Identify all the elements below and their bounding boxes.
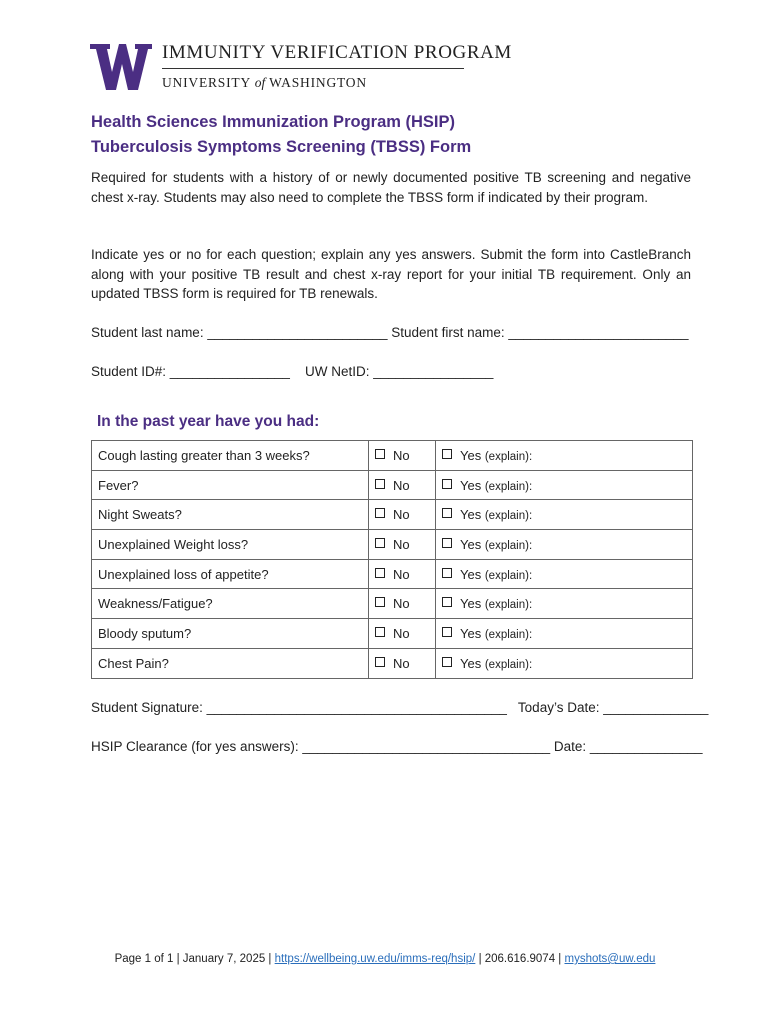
explain-label: (explain): — [484, 539, 533, 552]
university-name-of: of — [254, 75, 266, 90]
no-label: No — [393, 596, 410, 612]
no-option[interactable] — [369, 441, 436, 471]
yes-option[interactable] — [436, 441, 693, 471]
netid-field[interactable]: UW NetID: ________________ — [304, 364, 494, 379]
yes-label: Yes — [460, 596, 482, 612]
checkbox-icon[interactable] — [375, 449, 385, 459]
no-option[interactable] — [369, 648, 436, 678]
no-option[interactable] — [369, 500, 436, 530]
instructions-paragraph: Indicate yes or no for each question; explain any yes answers. Submit the form into CastleBranch along with your positive TB result and chest x-ray report for your initial TB requirement. Only an updated TBSS form is required for TB renewals. — [91, 247, 691, 301]
first-name-field[interactable]: Student first name: ________________________ — [391, 325, 689, 340]
question-cell: Bloody sputum? — [92, 619, 369, 649]
id-fields-row — [91, 364, 493, 379]
clearance-row — [91, 739, 703, 754]
no-option[interactable] — [369, 470, 436, 500]
yes-label: Yes — [460, 655, 482, 671]
checkbox-icon[interactable] — [375, 597, 385, 607]
university-name-part: UNIVERSITY — [162, 75, 251, 90]
table-row — [92, 589, 693, 619]
table-row — [92, 441, 693, 471]
footer-url-link[interactable]: https://wellbeing.uw.edu/imms-req/hsip/ — [274, 953, 476, 965]
university-name — [162, 75, 367, 91]
checkbox-icon[interactable] — [375, 508, 385, 518]
symptoms-table — [91, 440, 693, 679]
yes-label: Yes — [460, 477, 482, 493]
checkbox-icon[interactable] — [375, 479, 385, 489]
table-row — [92, 530, 693, 560]
question-cell: Night Sweats? — [92, 500, 369, 530]
yes-option[interactable] — [436, 470, 693, 500]
footer-email-link[interactable]: myshots@uw.edu — [564, 953, 656, 965]
no-option[interactable] — [369, 589, 436, 619]
table-row — [92, 500, 693, 530]
explain-label: (explain): — [484, 569, 533, 582]
form-title: Health Sciences Immunization Program (HSIP) — [91, 113, 455, 131]
checkbox-icon[interactable] — [375, 538, 385, 548]
last-name-field[interactable]: Student last name: ________________________ — [91, 325, 388, 340]
no-label: No — [393, 625, 410, 641]
no-label: No — [393, 536, 410, 552]
table-row — [92, 619, 693, 649]
form-subtitle: Tuberculosis Symptoms Screening (TBSS) Form — [91, 138, 472, 156]
no-option[interactable] — [369, 530, 436, 560]
signature-row — [91, 700, 708, 715]
intro-paragraph: Required for students with a history of or newly documented positive TB screening and negative chest x-ray. Students may also need to complete the TBSS form if indicated by their program. — [91, 170, 691, 205]
explain-label: (explain): — [484, 450, 533, 463]
table-row — [92, 470, 693, 500]
question-cell: Unexplained loss of appetite? — [92, 559, 369, 589]
checkbox-icon[interactable] — [442, 597, 452, 607]
section-heading: In the past year have you had: — [97, 413, 320, 430]
yes-label: Yes — [460, 536, 482, 552]
footer-page-info: Page 1 of 1 | January 7, 2025 | — [114, 953, 272, 965]
explain-label: (explain): — [484, 628, 533, 641]
yes-label: Yes — [460, 447, 482, 463]
hsip-clearance-field[interactable]: HSIP Clearance (for yes answers): _________________________________ — [91, 739, 551, 754]
checkbox-icon[interactable] — [442, 449, 452, 459]
no-label: No — [393, 566, 410, 582]
yes-option[interactable] — [436, 500, 693, 530]
explain-label: (explain): — [484, 658, 533, 671]
yes-option[interactable] — [436, 619, 693, 649]
yes-option[interactable] — [436, 559, 693, 589]
no-label: No — [393, 507, 410, 523]
yes-label: Yes — [460, 507, 482, 523]
checkbox-icon[interactable] — [375, 627, 385, 637]
todays-date-field[interactable]: Today’s Date: ______________ — [517, 700, 709, 715]
no-label: No — [393, 655, 410, 671]
table-row — [92, 648, 693, 678]
explain-label: (explain): — [484, 599, 533, 612]
yes-label: Yes — [460, 625, 482, 641]
yes-option[interactable] — [436, 648, 693, 678]
explain-label: (explain): — [484, 480, 533, 493]
student-signature-field[interactable]: Student Signature: ________________________________________ — [91, 700, 507, 715]
student-id-field[interactable]: Student ID#: ________________ — [91, 364, 290, 379]
logo-divider — [162, 68, 464, 69]
question-cell: Fever? — [92, 470, 369, 500]
program-title: IMMUNITY VERIFICATION PROGRAM — [162, 42, 512, 63]
checkbox-icon[interactable] — [442, 568, 452, 578]
explain-label: (explain): — [484, 510, 533, 523]
checkbox-icon[interactable] — [442, 657, 452, 667]
checkbox-icon[interactable] — [442, 508, 452, 518]
uw-w-logo-icon — [90, 44, 152, 90]
name-fields-row — [91, 325, 689, 340]
yes-option[interactable] — [436, 530, 693, 560]
clearance-date-field[interactable]: Date: _______________ — [553, 739, 703, 754]
table-row — [92, 559, 693, 589]
no-label: No — [393, 477, 410, 493]
page-footer — [0, 953, 770, 965]
question-cell: Unexplained Weight loss? — [92, 530, 369, 560]
no-option[interactable] — [369, 619, 436, 649]
yes-option[interactable] — [436, 589, 693, 619]
question-cell: Cough lasting greater than 3 weeks? — [92, 441, 369, 471]
yes-label: Yes — [460, 566, 482, 582]
checkbox-icon[interactable] — [442, 479, 452, 489]
checkbox-icon[interactable] — [442, 627, 452, 637]
footer-phone: | 206.616.9074 | — [478, 953, 562, 965]
checkbox-icon[interactable] — [375, 657, 385, 667]
university-name-part: WASHINGTON — [269, 75, 367, 90]
no-option[interactable] — [369, 559, 436, 589]
checkbox-icon[interactable] — [375, 568, 385, 578]
question-cell: Weakness/Fatigue? — [92, 589, 369, 619]
checkbox-icon[interactable] — [442, 538, 452, 548]
question-cell: Chest Pain? — [92, 648, 369, 678]
no-label: No — [393, 447, 410, 463]
